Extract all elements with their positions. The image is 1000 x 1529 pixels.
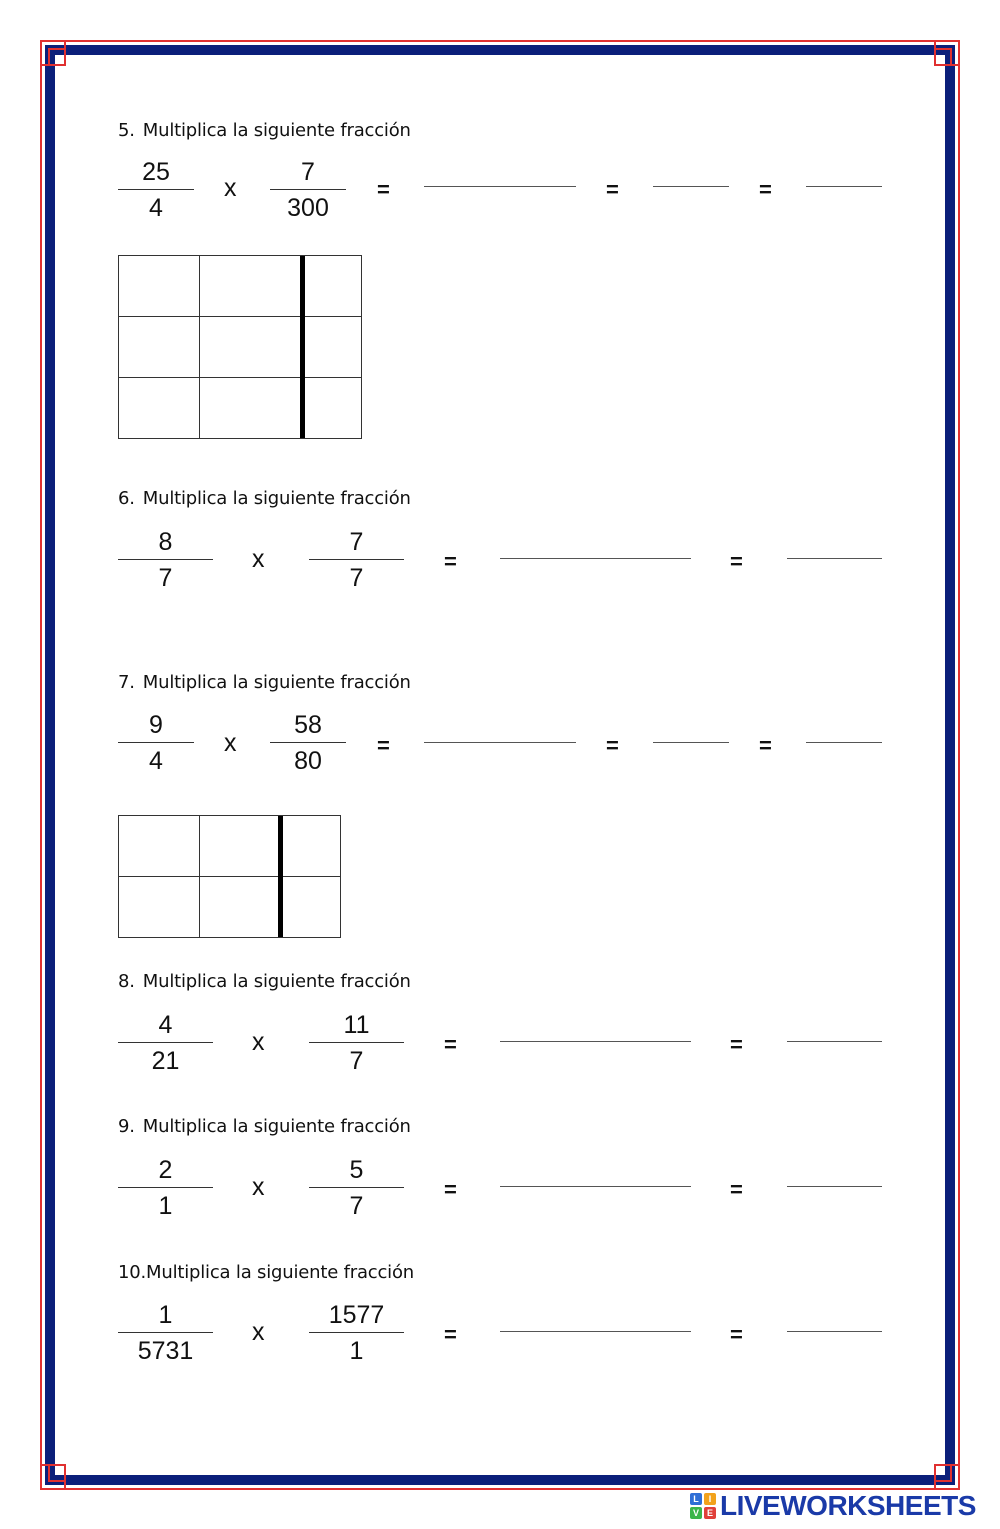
question-8-title [118, 971, 411, 992]
numerator: 7 [349, 528, 364, 556]
corner-ornament-bottom-left-inner [48, 1464, 66, 1482]
grid-line [199, 256, 200, 438]
fraction-b [270, 157, 346, 223]
equals-sign: = [759, 733, 772, 758]
corner-ornament-top-right-inner [934, 48, 952, 66]
answer-blank-2[interactable] [787, 558, 882, 559]
answer-blank-1[interactable] [424, 186, 576, 187]
fraction-bar [309, 1042, 404, 1043]
denominator: 7 [349, 1192, 364, 1220]
numerator: 9 [149, 711, 163, 739]
numerator: 1 [158, 1301, 173, 1329]
grid-divider [300, 256, 305, 438]
grid-divider [278, 816, 283, 937]
question-prompt: Multiplica la siguiente fracción [142, 120, 411, 141]
question-number: 5. [118, 120, 135, 141]
fraction-b [309, 1010, 404, 1076]
question-6-title [118, 488, 411, 509]
answer-blank-1[interactable] [500, 1041, 691, 1042]
equals-sign: = [444, 549, 457, 574]
question-prompt: Multiplica la siguiente fracción [146, 1262, 414, 1283]
equals-sign: = [444, 1322, 457, 1347]
fraction-a [118, 527, 213, 593]
equals-sign: = [444, 1032, 457, 1057]
numerator: 8 [158, 528, 173, 556]
brand-name: LIVEWORKSHEETS [720, 1490, 976, 1521]
denominator: 4 [149, 747, 163, 775]
logo-block: E [704, 1507, 716, 1519]
denominator: 1 [158, 1192, 173, 1220]
numerator: 11 [343, 1011, 370, 1039]
answer-blank-3[interactable] [806, 186, 882, 187]
denominator: 7 [349, 1047, 364, 1075]
fraction-a [118, 710, 194, 776]
answer-blank-3[interactable] [806, 742, 882, 743]
question-number: 9. [118, 1116, 135, 1137]
answer-blank-1[interactable] [500, 1331, 691, 1332]
fraction-a [118, 157, 194, 223]
question-5-title [118, 120, 411, 141]
fraction-a [118, 1155, 213, 1221]
fraction-bar [118, 1332, 213, 1333]
equals-sign: = [377, 177, 390, 202]
fraction-a [118, 1010, 213, 1076]
fraction-bar [309, 559, 404, 560]
fraction-bar [118, 1042, 213, 1043]
denominator: 5731 [137, 1337, 194, 1365]
multiply-sign: x [224, 174, 237, 202]
answer-blank-2[interactable] [787, 1186, 882, 1187]
answer-blank-1[interactable] [424, 742, 576, 743]
answer-blank-1[interactable] [500, 558, 691, 559]
fraction-b [309, 1155, 404, 1221]
grid-line [199, 816, 200, 937]
fraction-b [270, 710, 346, 776]
fraction-model-grid [118, 815, 341, 938]
denominator: 4 [149, 194, 163, 222]
question-prompt: Multiplica la siguiente fracción [142, 488, 411, 509]
grid-line [119, 316, 361, 317]
question-prompt: Multiplica la siguiente fracción [142, 672, 411, 693]
numerator: 5 [349, 1156, 364, 1184]
corner-ornament-bottom-right-inner [934, 1464, 952, 1482]
question-number: 6. [118, 488, 135, 509]
grid-line [119, 377, 361, 378]
fraction-bar [309, 1332, 404, 1333]
denominator: 80 [294, 747, 322, 775]
equals-sign: = [730, 1032, 743, 1057]
grid-line [119, 876, 340, 877]
fraction-bar [118, 1187, 213, 1188]
equals-sign: = [730, 1322, 743, 1347]
numerator: 58 [294, 711, 322, 739]
question-number: 8. [118, 971, 135, 992]
question-7-title [118, 672, 411, 693]
question-10-title [118, 1262, 414, 1283]
numerator: 1577 [328, 1301, 385, 1329]
numerator: 2 [158, 1156, 173, 1184]
fraction-model-grid [118, 255, 362, 439]
multiply-sign: x [252, 1028, 265, 1056]
logo-block: V [690, 1507, 702, 1519]
liveworksheets-logo [690, 1490, 976, 1522]
fraction-bar [118, 189, 194, 190]
fraction-a [118, 1300, 213, 1366]
question-9-title [118, 1116, 411, 1137]
corner-ornament-top-left-inner [48, 48, 66, 66]
fraction-bar [309, 1187, 404, 1188]
logo-block: L [690, 1493, 702, 1505]
fraction-bar [118, 559, 213, 560]
equals-sign: = [606, 733, 619, 758]
fraction-bar [118, 742, 194, 743]
equals-sign: = [759, 177, 772, 202]
fraction-bar [270, 189, 346, 190]
numerator: 25 [142, 158, 170, 186]
denominator: 7 [349, 564, 364, 592]
question-number: 10. [118, 1262, 147, 1283]
equals-sign: = [606, 177, 619, 202]
answer-blank-2[interactable] [653, 742, 729, 743]
question-number: 7. [118, 672, 135, 693]
fraction-b [309, 527, 404, 593]
question-prompt: Multiplica la siguiente fracción [142, 971, 411, 992]
answer-blank-2[interactable] [653, 186, 729, 187]
denominator: 7 [158, 564, 173, 592]
multiply-sign: x [252, 545, 265, 573]
answer-blank-2[interactable] [787, 1041, 882, 1042]
denominator: 21 [151, 1047, 180, 1075]
equals-sign: = [377, 733, 390, 758]
multiply-sign: x [252, 1318, 265, 1346]
answer-blank-2[interactable] [787, 1331, 882, 1332]
denominator: 1 [349, 1337, 364, 1365]
question-prompt: Multiplica la siguiente fracción [142, 1116, 411, 1137]
denominator: 300 [287, 194, 329, 222]
numerator: 7 [301, 158, 315, 186]
multiply-sign: x [224, 729, 237, 757]
logo-block: I [704, 1493, 716, 1505]
equals-sign: = [730, 549, 743, 574]
numerator: 4 [158, 1011, 173, 1039]
logo-blocks-icon [690, 1493, 716, 1519]
answer-blank-1[interactable] [500, 1186, 691, 1187]
fraction-bar [270, 742, 346, 743]
equals-sign: = [444, 1177, 457, 1202]
equals-sign: = [730, 1177, 743, 1202]
fraction-b [309, 1300, 404, 1366]
multiply-sign: x [252, 1173, 265, 1201]
